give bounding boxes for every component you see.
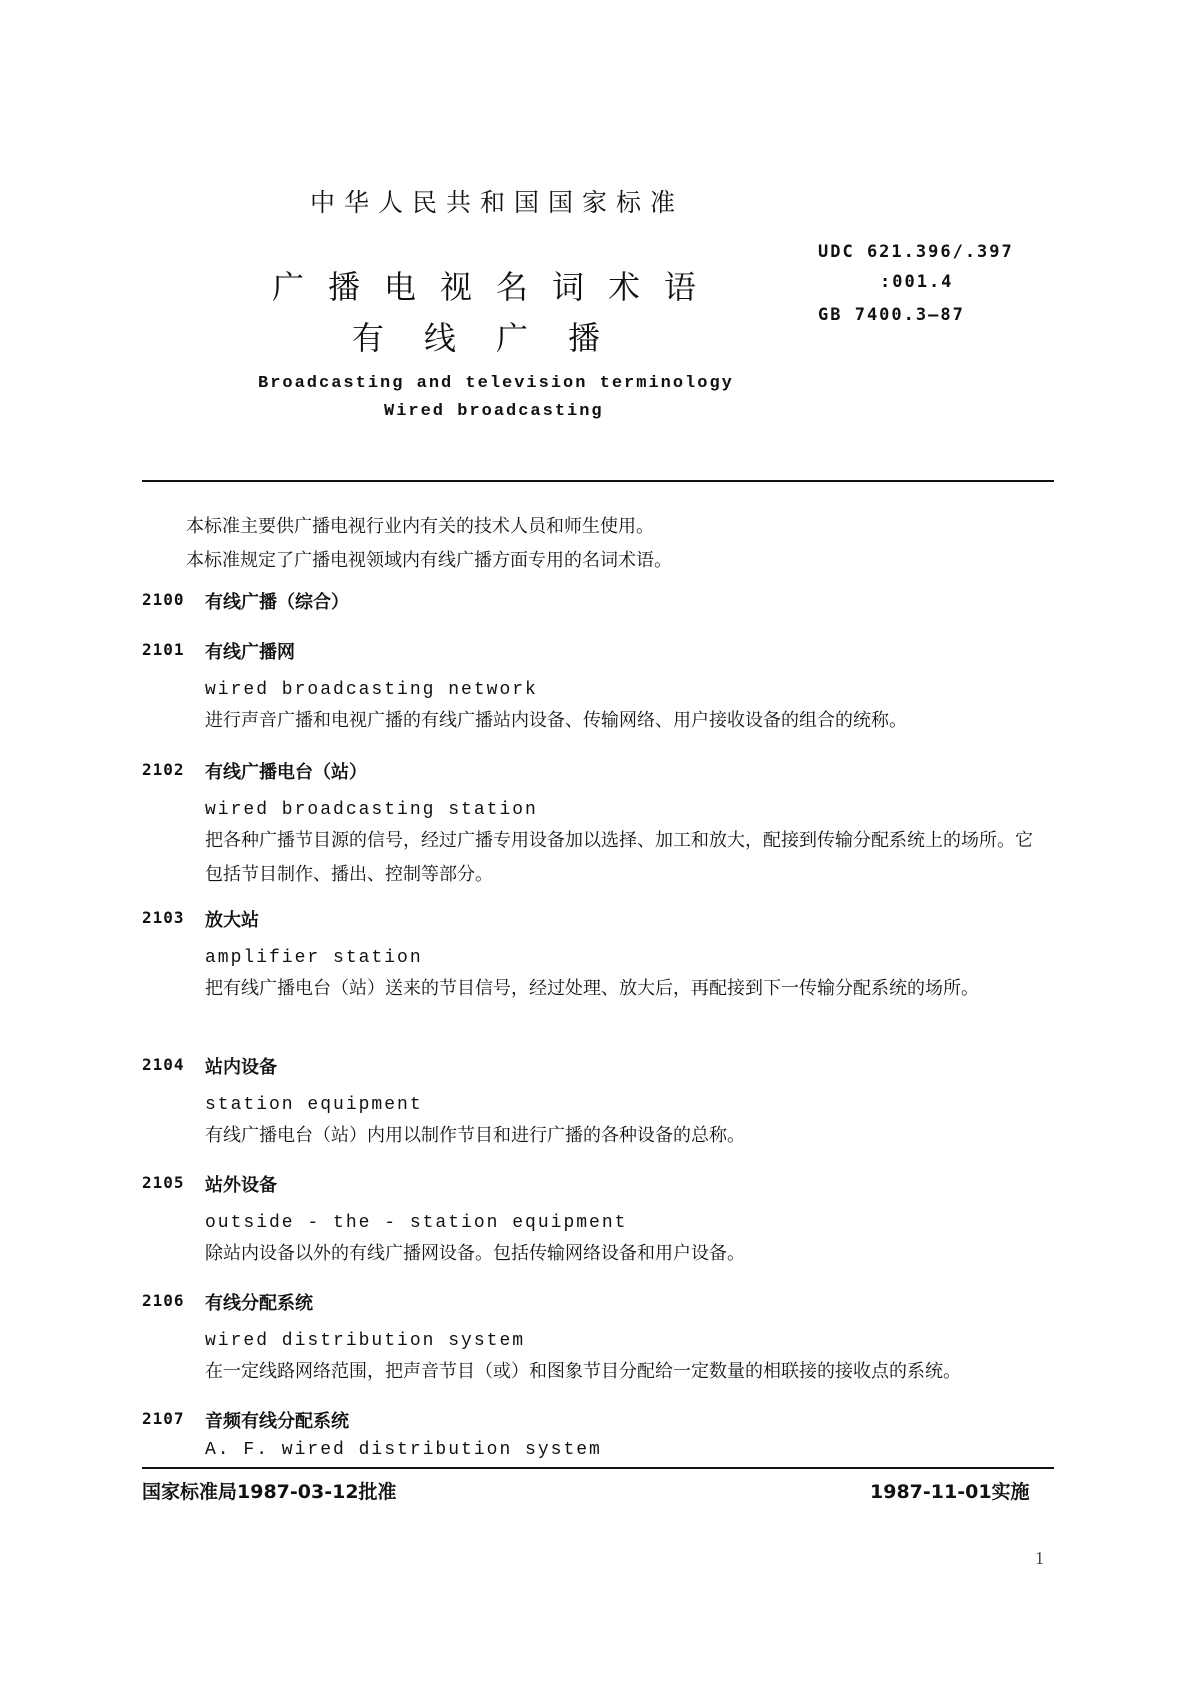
term-heading: 有线广播网	[205, 642, 295, 663]
term-heading: 站外设备	[205, 1175, 277, 1196]
effective-date: 1987-11-01实施	[870, 1481, 1030, 1503]
term-heading: 放大站	[205, 910, 259, 931]
term-heading: 有线分配系统	[205, 1293, 313, 1314]
term-number: 2104	[142, 1055, 185, 1074]
term-english: amplifier station	[205, 948, 423, 968]
term-heading: 音频有线分配系统	[205, 1411, 349, 1432]
term-definition: 除站内设备以外的有线广播网设备。包括传输网络设备和用户设备。	[205, 1243, 745, 1264]
intro-line: 本标准主要供广播电视行业内有关的技术人员和师生使用。	[186, 516, 654, 537]
intro-line: 本标准规定了广播电视领域内有线广播方面专用的名词术语。	[186, 550, 672, 571]
term-english: wired distribution system	[205, 1331, 526, 1351]
term-english: station equipment	[205, 1095, 423, 1115]
term-definition: 把各种广播节目源的信号，经过广播专用设备加以选择、加工和放大，配接到传输分配系统上的场所。它包括节目制作、播出、控制等部分。	[205, 830, 1033, 885]
term-heading: 站内设备	[205, 1057, 277, 1078]
page-number: 1	[1035, 1548, 1044, 1568]
subtitle-cn: 有线广播	[352, 319, 641, 357]
title-en: Broadcasting and television terminology	[258, 374, 734, 393]
term-definition: 把有线广播电台（站）送来的节目信号，经过处理、放大后，再配接到下一传输分配系统的场所。	[205, 978, 979, 999]
term-heading: 有线广播（综合）	[205, 592, 349, 613]
term-english: wired broadcasting network	[205, 680, 538, 700]
term-number: 2100	[142, 590, 185, 609]
term-english: wired broadcasting station	[205, 800, 538, 820]
term-number: 2103	[142, 908, 185, 927]
term-number: 2101	[142, 640, 185, 659]
approval-date: 国家标准局1987-03-12批准	[142, 1481, 397, 1503]
term-heading: 有线广播电台（站）	[205, 762, 367, 783]
header-divider	[142, 480, 1054, 482]
subtitle-en: Wired broadcasting	[384, 402, 604, 421]
term-number: 2105	[142, 1173, 185, 1192]
term-number: 2106	[142, 1291, 185, 1310]
udc-code-line1: UDC 621.396/.397	[818, 242, 1014, 262]
udc-code-line2: :001.4	[880, 272, 954, 292]
footer-divider	[142, 1467, 1054, 1469]
title-cn: 广播电视名词术语	[272, 268, 721, 306]
term-definition: 在一定线路网络范围，把声音节目（或）和图象节目分配给一定数量的相联接的接收点的系统。	[205, 1361, 961, 1382]
term-definition: 有线广播电台（站）内用以制作节目和进行广播的各种设备的总称。	[205, 1125, 745, 1146]
standard-category: 中华人民共和国国家标准	[310, 188, 685, 217]
term-number: 2107	[142, 1409, 185, 1428]
term-english: outside - the - station equipment	[205, 1213, 628, 1233]
term-definition: 进行声音广播和电视广播的有线广播站内设备、传输网络、用户接收设备的组合的统称。	[205, 710, 907, 731]
term-number: 2102	[142, 760, 185, 779]
term-english: A. F. wired distribution system	[205, 1440, 602, 1460]
gb-code: GB 7400.3—87	[818, 305, 965, 325]
